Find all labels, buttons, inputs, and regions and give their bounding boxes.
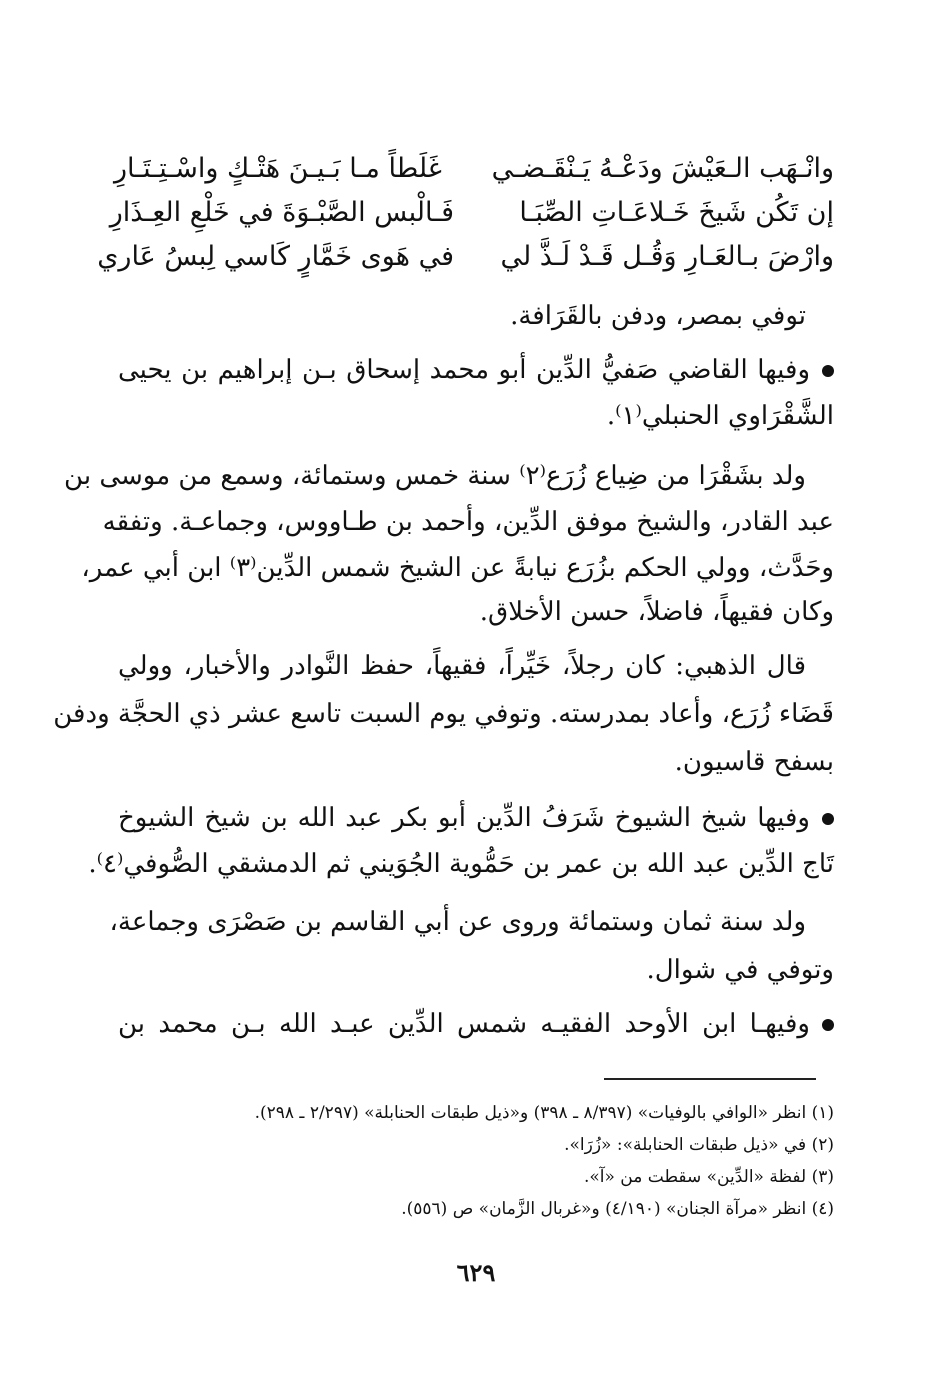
bullet-icon: [822, 1019, 834, 1031]
bullet-icon: [822, 813, 834, 825]
body-line: ولد بشَقْرَا من ضِياع زُرَع⁽٢⁾ سنة خمس وستمائة، وسمع من موسى بن: [64, 461, 806, 491]
verse-row: [114, 144, 834, 194]
entry-line: [118, 1002, 834, 1046]
page-number: ٦٢٩: [456, 1258, 496, 1287]
verse-first-hemistich: وارْضَ بـالعَـارِ وَقُـل قَـدْ لَـذَّ لي: [500, 241, 834, 272]
verse-row: [109, 188, 834, 238]
body-line: تَاج الدِّين عبد الله بن عمر بن حَمُّوية الجُوَيني ثم الدمشقي الصُّوفي⁽٤⁾.: [88, 849, 834, 879]
verse-row: [97, 232, 834, 282]
verse-second-hemistich: غَلَطاً مـا بَـيـنَ هَتْـكٍ واسْـتِـتَـارِ: [114, 153, 442, 184]
verse-second-hemistich: فَـالْبس الصَّبْـوَةَ في خَلْعِ العِـذَارِ: [109, 197, 454, 228]
body-line-text: وفيها القاضي صَفيُّ الدِّين أبو محمد إسحاق بـن إبراهيم بن يحيى: [118, 355, 810, 385]
entry-line: [118, 796, 834, 840]
body-line: قَضَاء زُرَع، وأعاد بمدرسته. وتوفي يوم السبت تاسع عشر ذي الحجَّة ودفن: [53, 699, 834, 729]
body-line: الشَّقْرَاوي الحنبلي⁽١⁾.: [606, 401, 834, 431]
bullet-icon: [822, 365, 834, 377]
body-line: قال الذهبي: كان رجلاً، خَيِّراً، فقيهاً، حفظ النَّوادر والأخبار، وولي: [118, 651, 806, 681]
verse-second-hemistich: في هَوى خَمَّارٍ كَاسي لِبسُ عَاري: [97, 241, 454, 272]
body-line: وتوفي في شوال.: [646, 955, 834, 985]
entry-line: [118, 348, 834, 392]
body-line-text: وفيهـا ابن الأوحد الفقيـه شمس الدِّين عبـد الله بـن محمد بن: [118, 1009, 810, 1039]
body-line: عبد القادر، والشيخ موفق الدِّين، وأحمد بن طـاووس، وجماعـة. وتفقه: [102, 507, 834, 537]
body-line: ولد سنة ثمان وستمائة وروى عن أبي القاسم بن صَصْرَى وجماعة،: [109, 907, 806, 937]
body-line-text: وفيها شيخ الشيوخ شَرَفُ الدِّين أبو بكر عبد الله بن شيخ الشيوخ: [118, 803, 810, 833]
verse-first-hemistich: وانْـهَب الـعَيْشَ ودَعْـهُ يَـنْقَـضـي: [491, 153, 834, 184]
footnote: (٣) لفظة «الدِّين» سقطت من «آ».: [583, 1167, 834, 1187]
footnote-separator: [604, 1078, 816, 1080]
footnote: (٤) انظر «مرآة الجنان» (٤/١٩٠) و«غربال الزَّمان» ص (٥٥٦).: [401, 1199, 834, 1219]
footnote: (٢) في «ذيل طبقات الحنابلة»: «زُرَا».: [564, 1135, 834, 1155]
body-line: وحَدَّث، وولي الحكم بزُرَع نيابةً عن الشيخ شمس الدِّين⁽٣⁾ ابن أبي عمر،: [81, 553, 834, 583]
footnote: (١) انظر «الوافي بالوفيات» (٨/٣٩٧ ـ ٣٩٨) و«ذيل طبقات الحنابلة» (٢/٢٩٧ ـ ٢٩٨).: [254, 1103, 834, 1123]
body-line: وكان فقيهاً، فاضلاً، حسن الأخلاق.: [479, 597, 834, 627]
body-line: بسفح قاسيون.: [674, 747, 834, 777]
body-line: توفي بمصر، ودفن بالقَرَافة.: [510, 301, 806, 331]
verse-first-hemistich: إن تَكُن شَيخَ خَـلاعَـاتِ الصِّبَـا: [519, 197, 834, 228]
